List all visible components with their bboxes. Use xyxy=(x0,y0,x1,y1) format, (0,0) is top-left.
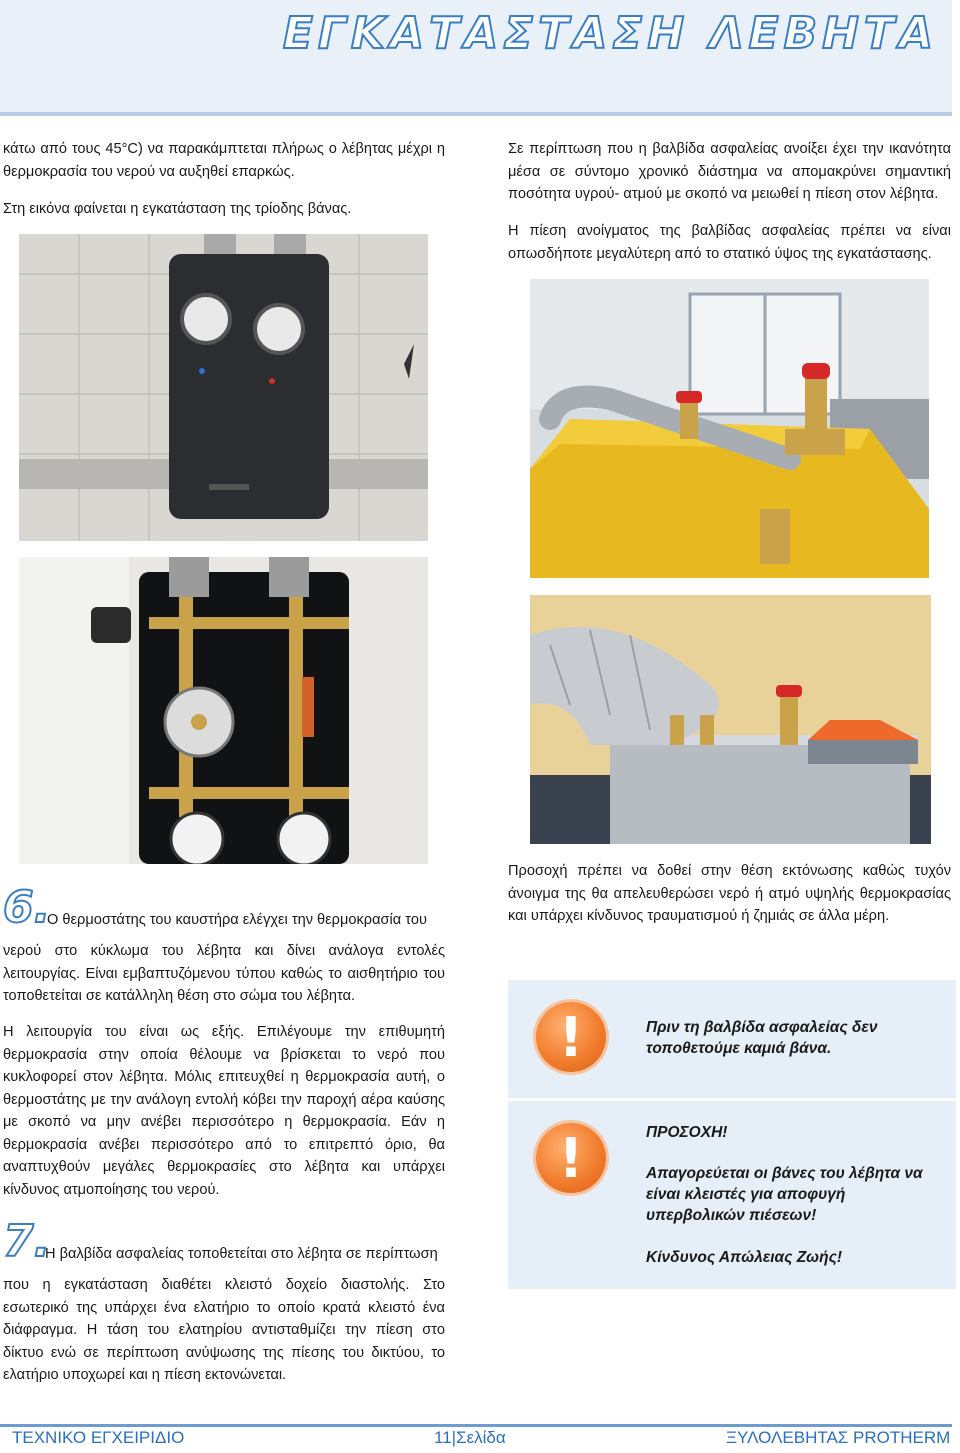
warning-1-text: Πριν τη βαλβίδα ασφαλείας δεν τοποθετούμε καμιά βάνα. xyxy=(646,1019,878,1057)
opening-pressure-paragraph: Η πίεση ανοίγματος της βαλβίδας ασφαλείας πρέπει να είναι οπωσδήποτε μεγαλύτερη από το στατικό ύψος της εγκατάστασης. xyxy=(508,223,951,262)
section-6-operation: Η λειτουργία του είναι ως εξής. Επιλέγουμε την επιθυμητή θερμοκρασία στην οποία θέλουμε να βρίσκεται το νερό που κυκλοφορεί στον λέβητα. Μόλις επιτευχθεί η θερμοκρασία αυτή, ο θερμοστάτης με την ανάλογη εντολή κόβει την παροχή αέρα καύσης με σκοπό να μην ανέβει περισσότερο η θερμοκρασία. Εάν η θερμοκρασία ανέβει περισσότερο από το επιτρεπτό όριο, θα αναπτυχθούν μεγάλες θερμοκρασίες στο λέβητα και υπάρχει κίνδυνος ατμοποίησης του νερού. xyxy=(3,1024,445,1198)
photo-pump-station-cover xyxy=(19,234,428,541)
warning-icon: ! xyxy=(536,1123,606,1193)
warning-icon: ! xyxy=(536,1002,606,1072)
intro-paragraph: κάτω από τους 45°C) να παρακάμπτεται πλήρως ο λέβητας μέχρι η θερμοκρασία του νερού να αυξηθεί επαρκώς. xyxy=(3,141,445,180)
warning-box-2 xyxy=(508,1101,956,1289)
photo-boiler-top-valves xyxy=(530,595,931,844)
section-6-body: νερού στο κύκλωμα του λέβητα και δίνει ανάλογα εντολές λειτουργίας. Είναι εμβαπτυζόμενου τύπου καθώς το αισθητήριο του τοποθετείται σε κατάλληλη θέση στο σώμα του λέβητα. xyxy=(3,943,445,1004)
footer-divider xyxy=(0,1424,952,1427)
photo-pump-station-open xyxy=(19,557,428,864)
mixing-valve-caption: Στη εικόνα φαίνεται η εγκατάσταση της τρίοδης βάνας. xyxy=(3,201,352,217)
photo-boiler-safety-valves xyxy=(530,279,929,578)
safety-valve-paragraph: Σε περίπτωση που η βαλβίδα ασφαλείας ανοίξει έχει την ικανότητα μέσα σε σύντομο χρονικό διάστημα να απομακρύνει σημαντική ποσότητα υγρού- ατμού με σκοπό να μειωθεί η πίεση στον λέβητα. xyxy=(508,141,951,202)
warning-2-text: Απαγορεύεται οι βάνες του λέβητα να είναι κλειστές για αποφυγή υπερβολικών πιέσεων! xyxy=(646,1165,923,1224)
section-7-body: που η εγκατάσταση διαθέτει κλειστό δοχείο διαστολής. Στο εσωτερικό της υπάρχει ένα ελατήριο το οποίο κρατά κλειστό ένα διάφραγμα. Η τάση του ελατηρίου αντισταθμίζει την πίεση στο δίκτυο ενώ σε περίπτωση ανύψωσης της πίεσης του δικτύου, το ελατήριο υποχωρεί και η πίεση εκτονώνεται. xyxy=(3,1277,445,1383)
section-6-lead: Ο θερμοστάτης του καυστήρα ελέγχει την θερμοκρασία του xyxy=(47,912,427,928)
page-number: 11|Σελίδα xyxy=(434,1428,506,1447)
warning-2-danger: Κίνδυνος Απώλειας Ζωής! xyxy=(646,1249,842,1266)
footer-manual-title: ΤΕΧΝΙΚΟ ΕΓΧΕΙΡΙΔΙΟ xyxy=(12,1428,185,1447)
warning-2-title: ΠΡΟΣΟΧΗ! xyxy=(646,1124,728,1141)
warning-box-1 xyxy=(508,980,956,1098)
caution-paragraph: Προσοχή πρέπει να δοθεί στην θέση εκτόνωσης καθώς τυχόν άνοιγμα της θα απελευθερώσει νερό ή ατμό υψηλής θερμοκρασίας και υπάρχει κίνδυνος τραυματισμού ή ζημιάς σε άλλα μέρη. xyxy=(508,863,951,924)
section-7-number: 7. xyxy=(3,1216,51,1267)
footer-product-name: ΞΥΛΟΛΕΒΗΤΑΣ PROTHERM xyxy=(726,1428,951,1447)
section-6-number: 6. xyxy=(3,882,51,933)
page-title: ΕΓΚΑΤΑΣΤΑΣΗ ΛΕΒΗΤΑ xyxy=(282,8,938,59)
section-7-lead: Η βαλβίδα ασφαλείας τοποθετείται στο λέβητα σε περίπτωση xyxy=(45,1246,438,1262)
